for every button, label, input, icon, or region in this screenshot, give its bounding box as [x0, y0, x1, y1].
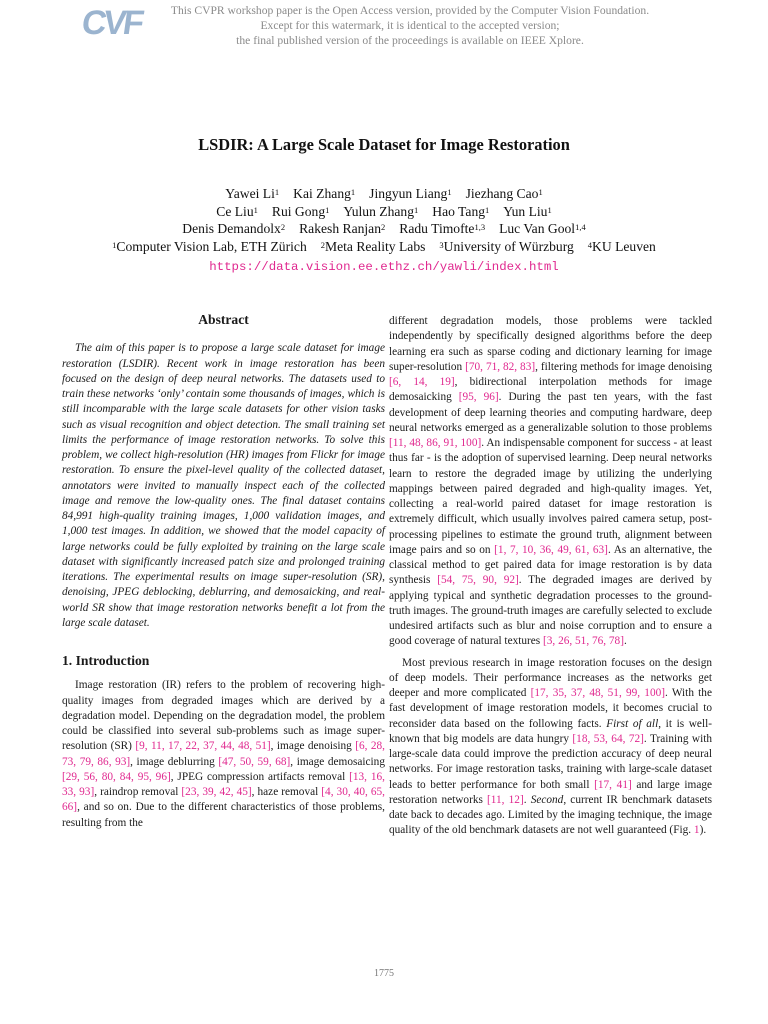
author-affiliation-mark: 1 [447, 187, 452, 197]
affiliation-number: 3 [439, 239, 444, 250]
author-name: Yun Liu$^1$ [503, 203, 552, 219]
citation-link[interactable]: [11, 48, 86, 91, 100] [389, 437, 482, 449]
author-name: Ce Liu$^1$ [216, 203, 258, 219]
author-row [0, 185, 768, 203]
author-affiliation-mark: 1 [325, 204, 330, 215]
emphasis-text: First of all [606, 717, 659, 730]
author-name: Rui Gong$^1$ [271, 203, 330, 219]
citation-link[interactable]: [54, 75, 90, 92] [437, 574, 519, 587]
affiliation-number: 4 [587, 239, 593, 250]
author-name: Kai Zhang$^1$ [293, 186, 356, 201]
author-affiliation-mark: 1 [538, 187, 543, 197]
citation-link[interactable]: [95, 96] [458, 391, 499, 404]
affiliation: $^4$KU Leuven [587, 238, 656, 254]
abstract-heading: Abstract [198, 312, 249, 327]
citation-link[interactable]: [6, 14, 19] [389, 376, 455, 388]
author-affiliation-mark: 1 [485, 204, 490, 215]
affiliation: $^1$Computer Vision Lab, ETH Zürich [112, 238, 307, 254]
author-affiliation-mark: 2 [280, 222, 286, 233]
abstract-text: The aim of this paper is to propose a large scale dataset for image restoration (LSDIR). Recent work in image restoration has been focused on the design of deep neural networks. The datasets used to train these networks ‘only’ contain some thousands of images, which is still incomparable with the large scale datasets for other vision tasks such as visual recognition and object detection. The small training set limits the performance of image restoration networks. To solve this problem, we collect high-resolution (HR) images from Flickr for image restoration. To ensure the pixel-level quality of the collected dataset, annotators were invited to manually inspect each of the collected image and remove the low-quality ones. The final dataset contains 84,991 high-quality training images, 1,000 validation images, and 1,000 test images. In addition, we showed that the model capacity of large networks could be fully exploited by training on the large scale dataset with significantly increased patch size and prolonged training iterations. The experimental results on image super-resolution (SR), denoising, JPEG deblocking, deblurring, and demosaicking, and real-world SR show that image restoration networks benefit a lot from the large scale dataset. [62, 342, 385, 629]
watermark-line: Except for this watermark, it is identical to the accepted version; [260, 19, 560, 32]
author-name: Radu Timofte$^{1,3}$ [399, 221, 486, 237]
author-name: Luc Van Gool$^{1,4}$ [499, 221, 586, 237]
citation-link[interactable]: [29, 56, 80, 84, 95, 96] [62, 770, 171, 783]
affiliation: $^2$Meta Reality Labs [320, 238, 426, 254]
section-heading-introduction: 1. Introduction [62, 653, 150, 668]
author-row [0, 220, 768, 238]
author-name: Jiezhang Cao$^1$ [465, 186, 543, 201]
affiliation-number: 2 [320, 239, 325, 250]
affiliation-row [0, 238, 768, 256]
citation-link[interactable]: [47, 50, 59, 68] [218, 755, 291, 768]
citation-link[interactable]: [70, 71, 82, 83] [465, 360, 536, 373]
affiliation-number: 1 [112, 239, 117, 250]
author-name: Hao Tang$^1$ [432, 203, 490, 219]
left-column [62, 310, 385, 831]
author-name: Yawei Li$^1$ [225, 186, 280, 201]
cvf-logo: CVF [79, 4, 144, 42]
citation-link[interactable]: [11, 12] [487, 793, 524, 806]
watermark-line: This CVPR workshop paper is the Open Access version, provided by the Computer Vision Foundation. [170, 4, 650, 17]
body-paragraph: different degradation models, those problems were tackled independently by specifically designed algorithms before the deep learning era such as sparse coding and dictionary learning for image super-resolution [70, 71, 82, 83], filtering methods for image denoising [6, 14, 19], bidirectional interpolation methods for image demosaicking [95, 96]. During the past ten years, with the fast development of deep learning theories and computing hardware, deep neural networks emerged as a generalizable solution to those problems [11, 48, 86, 91, 100]. An indispensable component for success - at least thus far - is the adoption of supervised learning. Deep neural networks learn to restore the degraded image by utilizing the underlying mappings between paired degraded and high-quality images. Yet, collecting a real-world paired dataset for image restoration is extremely difficult, which usually involves paired camera setup, post-processing pipelines to estimate the ground truth, alignment between image pairs and so on [1, 7, 10, 36, 49, 61, 63]. As an alternative, the classical method to get paired data for image restoration is by data synthesis [54, 75, 90, 92]. The degraded images are derived by applying typical and synthetic degradation processes to the ground-truth images. The ground-truth images are carefully selected to exclude undesired artifacts such as blur and noise corruption and to ensure a good coverage of natural textures [3, 26, 51, 76, 78]. [389, 315, 712, 648]
intro-paragraph: Image restoration (IR) refers to the problem of recovering high-quality images from degraded images which are derived by a degradation model. Depending on the degradation model, the problem could be classified into several sub-problems such as image super-resolution (SR) [9, 11, 17, 22, 37, 44, 48, 51], image denoising [6, 28, 73, 79, 86, 93], image deblurring [47, 50, 59, 68], image demosaicing [29, 56, 80, 84, 95, 96], JPEG compression artifacts removal [13, 16, 33, 93], raindrop removal [23, 39, 42, 45], haze removal [4, 30, 40, 65, 66], and so on. Due to the different characteristics of those problems, resulting from the [62, 679, 385, 829]
author-affiliation-mark: 1 [253, 204, 258, 215]
paper-title: LSDIR: A Large Scale Dataset for Image Restoration [198, 135, 570, 154]
citation-link[interactable]: [4, 30, 40, 65, 66] [62, 786, 385, 814]
affiliation: $^3$University of Würzburg [439, 238, 574, 254]
author-name: Denis Demandolx$^2$ [182, 221, 286, 237]
citation-link[interactable]: [9, 11, 17, 22, 37, 44, 48, 51] [135, 740, 271, 753]
citation-link[interactable]: [17, 35, 37, 48, 51, 99, 100] [530, 687, 666, 699]
citation-link[interactable]: 1 [693, 824, 700, 837]
author-block [0, 185, 768, 255]
author-affiliation-mark: 2 [381, 222, 386, 233]
emphasis-text: Second [530, 793, 564, 806]
author-name: Jingyun Liang$^1$ [369, 186, 452, 201]
author-name: Rakesh Ranjan$^2$ [299, 221, 386, 237]
author-affiliation-mark: 1 [547, 204, 552, 215]
citation-link[interactable]: [1, 7, 10, 36, 49, 61, 63] [494, 543, 608, 556]
author-affiliation-mark: 1 [274, 187, 280, 197]
open-access-watermark [160, 3, 660, 48]
body-paragraph: Most previous research in image restoration focuses on the design of deep models. Their performance increases as the networks get deeper and more complicated [17, 35, 37, 48, 51, 99, 100]. With the fast development of image restoration models, it becomes crucial to reconsider data based on the following facts. First of all, it is well-known that big models are data hungry [18, 53, 64, 72]. Training with large-scale data could improve the prediction accuracy of deep neural networks. For image restoration tasks, training with large-scale dataset leads to better performance for both small [17, 41] and large image restoration networks [11, 12]. Second, current IR benchmark datasets date back to decades ago. Limited by the imaging technique, the image quality of the old benchmark datasets are not well guaranteed (Fig. 1). [389, 656, 712, 837]
citation-link[interactable]: [6, 28, 73, 79, 86, 93] [62, 740, 385, 768]
citation-link[interactable]: [18, 53, 64, 72] [572, 732, 644, 745]
author-affiliation-mark: 1 [350, 187, 356, 197]
author-affiliation-mark: 1,4 [575, 222, 586, 233]
page-number: 1775 [374, 968, 394, 979]
author-affiliation-mark: 1,3 [474, 222, 486, 233]
project-url-link[interactable]: https://data.vision.ee.ethz.ch/yawli/index.html [209, 260, 559, 274]
right-column [389, 314, 712, 839]
citation-link[interactable]: [17, 41] [594, 778, 632, 791]
watermark-line: the final published version of the proceedings is available on IEEE Xplore. [236, 34, 584, 47]
citation-link[interactable]: [23, 39, 42, 45] [181, 786, 252, 798]
citation-link[interactable]: [3, 26, 51, 76, 78] [543, 635, 624, 648]
author-row [0, 203, 768, 221]
citation-link[interactable]: [13, 16, 33, 93] [62, 770, 385, 798]
author-name: Yulun Zhang$^1$ [343, 203, 419, 219]
author-rows [0, 185, 768, 238]
author-affiliation-mark: 1 [414, 204, 419, 215]
